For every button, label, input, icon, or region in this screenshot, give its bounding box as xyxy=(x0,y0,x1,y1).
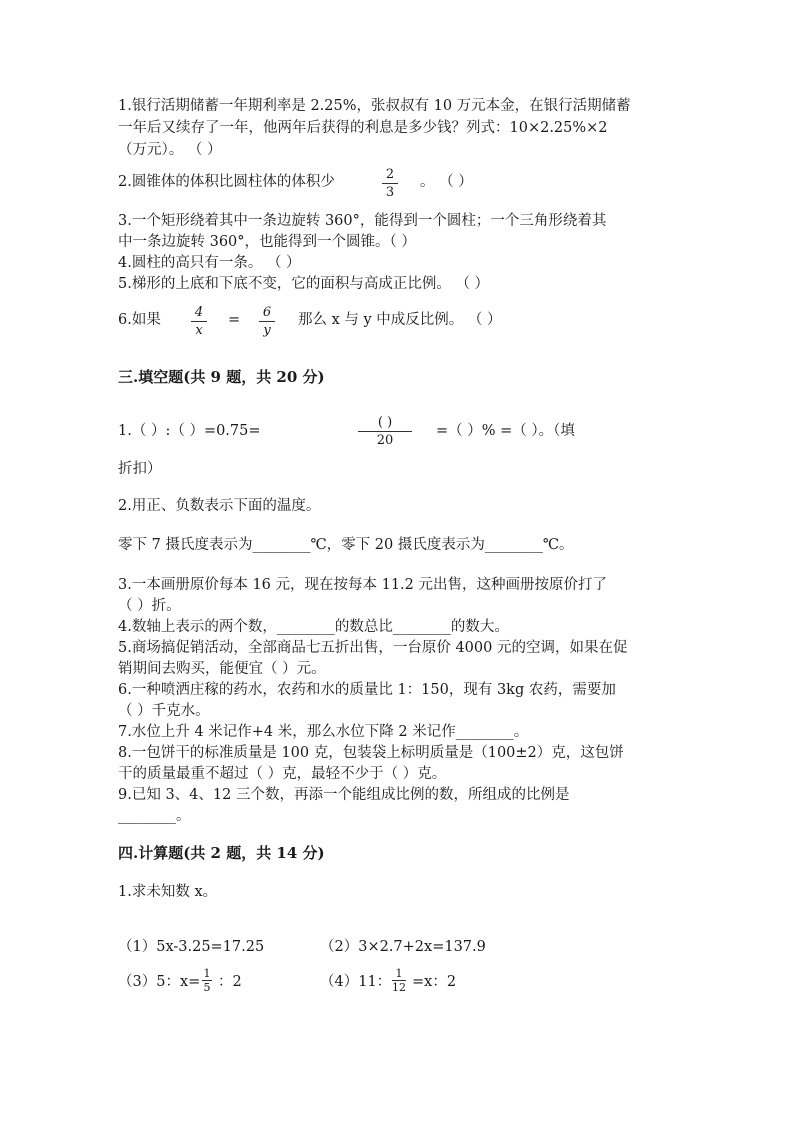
fraction-bar xyxy=(191,321,207,322)
judge-q4: 4.圆柱的高只有一条。 （ ） xyxy=(118,255,301,271)
fraction-numerator: 1 xyxy=(203,967,211,980)
judge-q6-text: 6.如果 xyxy=(118,312,161,328)
fill-q1-tail: =（ ）% =（ ）。（填 xyxy=(436,423,575,439)
judge-q1-line1: 1.银行活期储蓄一年期利率是 2.25%，张叔叔有 10 万元本金，在银行活期储蓄 xyxy=(118,98,631,114)
fill-q6-line2: （ ）千克水。 xyxy=(118,703,210,719)
fraction-numerator: 2 xyxy=(385,167,395,182)
calc-problem-3-tail: ：2 xyxy=(218,974,242,990)
fraction-numerator: ( ) xyxy=(377,415,393,430)
fraction-bar xyxy=(382,183,398,184)
fill-q8-line1: 8.一包饼干的标准质量是 100 克，包装袋上标明质量是（100±2）克，这包饼 xyxy=(118,745,624,761)
fraction-numerator: 6 xyxy=(262,305,272,320)
judge-q1-line2: 一年后又续存了一年，他两年后获得的利息是多少钱？列式：10×2.25%×2 xyxy=(118,120,608,136)
judge-q2-text: 2.圆锥体的体积比圆柱体的体积少 xyxy=(118,174,335,190)
fill-q4: 4.数轴上表示的两个数，________的数总比________的数大。 xyxy=(118,619,509,635)
fill-q2: 2.用正、负数表示下面的温度。 xyxy=(118,498,321,514)
judge-q5: 5.梯形的上底和下底不变，它的面积与高成正比例。 （ ） xyxy=(118,276,490,292)
calc-q1: 1.求未知数 x。 xyxy=(118,884,218,900)
judge-q1-line3: （万元）。 （ ） xyxy=(118,142,222,158)
judge-q3-line1: 3.一个矩形绕着其中一条边旋转 360°，能得到一个圆柱；一个三角形绕着其 xyxy=(118,213,607,229)
judge-q6-equals: = xyxy=(228,312,241,328)
calc-problem-1: （1）5x-3.25=17.25 xyxy=(118,939,265,955)
fill-section-heading: 三.填空题(共 9 题，共 20 分) xyxy=(118,368,325,386)
calc-problem-2: （2）3×2.7+2x=137.9 xyxy=(320,939,486,955)
judge-q3-line2: 中一条边旋转 360°，也能得到一个圆锥。（ ） xyxy=(118,234,416,250)
calc-problem-4-text: （4）11： xyxy=(320,974,392,990)
fill-q2-detail: 零下 7 摄氏度表示为________℃，零下 20 摄氏度表示为________℃。 xyxy=(118,537,574,553)
fill-q5-line2: 销期间去购买，能便宜（ ）元。 xyxy=(118,661,326,677)
calc-problem-4-fraction xyxy=(392,968,406,993)
fill-q1-text: 1.（ ）:（ ）=0.75= xyxy=(118,423,261,439)
judge-q2-tail: 。 （ ） xyxy=(420,174,473,190)
calc-problem-4-tail: =x：2 xyxy=(412,974,457,990)
fraction-numerator: 4 xyxy=(194,305,204,320)
fraction-denominator: 5 xyxy=(203,981,211,994)
fraction-denominator: 12 xyxy=(392,981,406,994)
fill-q9-line1: 9.已知 3、4、12 三个数，再添一个能组成比例的数，所组成的比例是 xyxy=(118,787,570,803)
fraction-denominator: x xyxy=(195,323,203,338)
fraction-numerator: 1 xyxy=(395,967,403,980)
fill-q1-fraction xyxy=(358,415,412,448)
judge-q6-tail: 那么 x 与 y 中成反比例。 （ ） xyxy=(298,312,502,328)
judge-q6-fraction1 xyxy=(191,305,207,338)
fill-q9-line2: ________。 xyxy=(118,808,191,824)
calc-section-heading: 四.计算题(共 2 题，共 14 分) xyxy=(118,844,325,862)
fill-q3-line1: 3.一本画册原价每本 16 元，现在按每本 11.2 元出售，这种画册按原价打了 xyxy=(118,577,608,593)
fraction-denominator: y xyxy=(263,323,271,338)
calc-problem-3-text: （3）5：x= xyxy=(118,974,201,990)
fill-q7: 7.水位上升 4 米记作+4 米，那么水位下降 2 米记作________。 xyxy=(118,724,529,740)
fill-q6-line1: 6.一种喷洒庄稼的药水，农药和水的质量比 1：150，现有 3kg 农药，需要加 xyxy=(118,682,616,698)
fill-q3-line2: （ ）折。 xyxy=(118,598,181,614)
judge-q2-fraction xyxy=(382,167,398,200)
fill-q8-line2: 干的质量最重不超过（ ）克，最轻不少于（ ）克。 xyxy=(118,766,447,782)
fraction-denominator: 20 xyxy=(376,433,394,448)
fraction-bar xyxy=(259,321,275,322)
fraction-denominator: 3 xyxy=(385,185,395,200)
calc-problem-3-fraction xyxy=(202,968,212,993)
fill-q1-end: 折扣） xyxy=(118,461,162,477)
judge-q6-fraction2 xyxy=(259,305,275,338)
fraction-bar xyxy=(358,431,412,432)
fill-q5-line1: 5.商场搞促销活动，全部商品七五折出售，一台原价 4000 元的空调，如果在促 xyxy=(118,640,628,656)
